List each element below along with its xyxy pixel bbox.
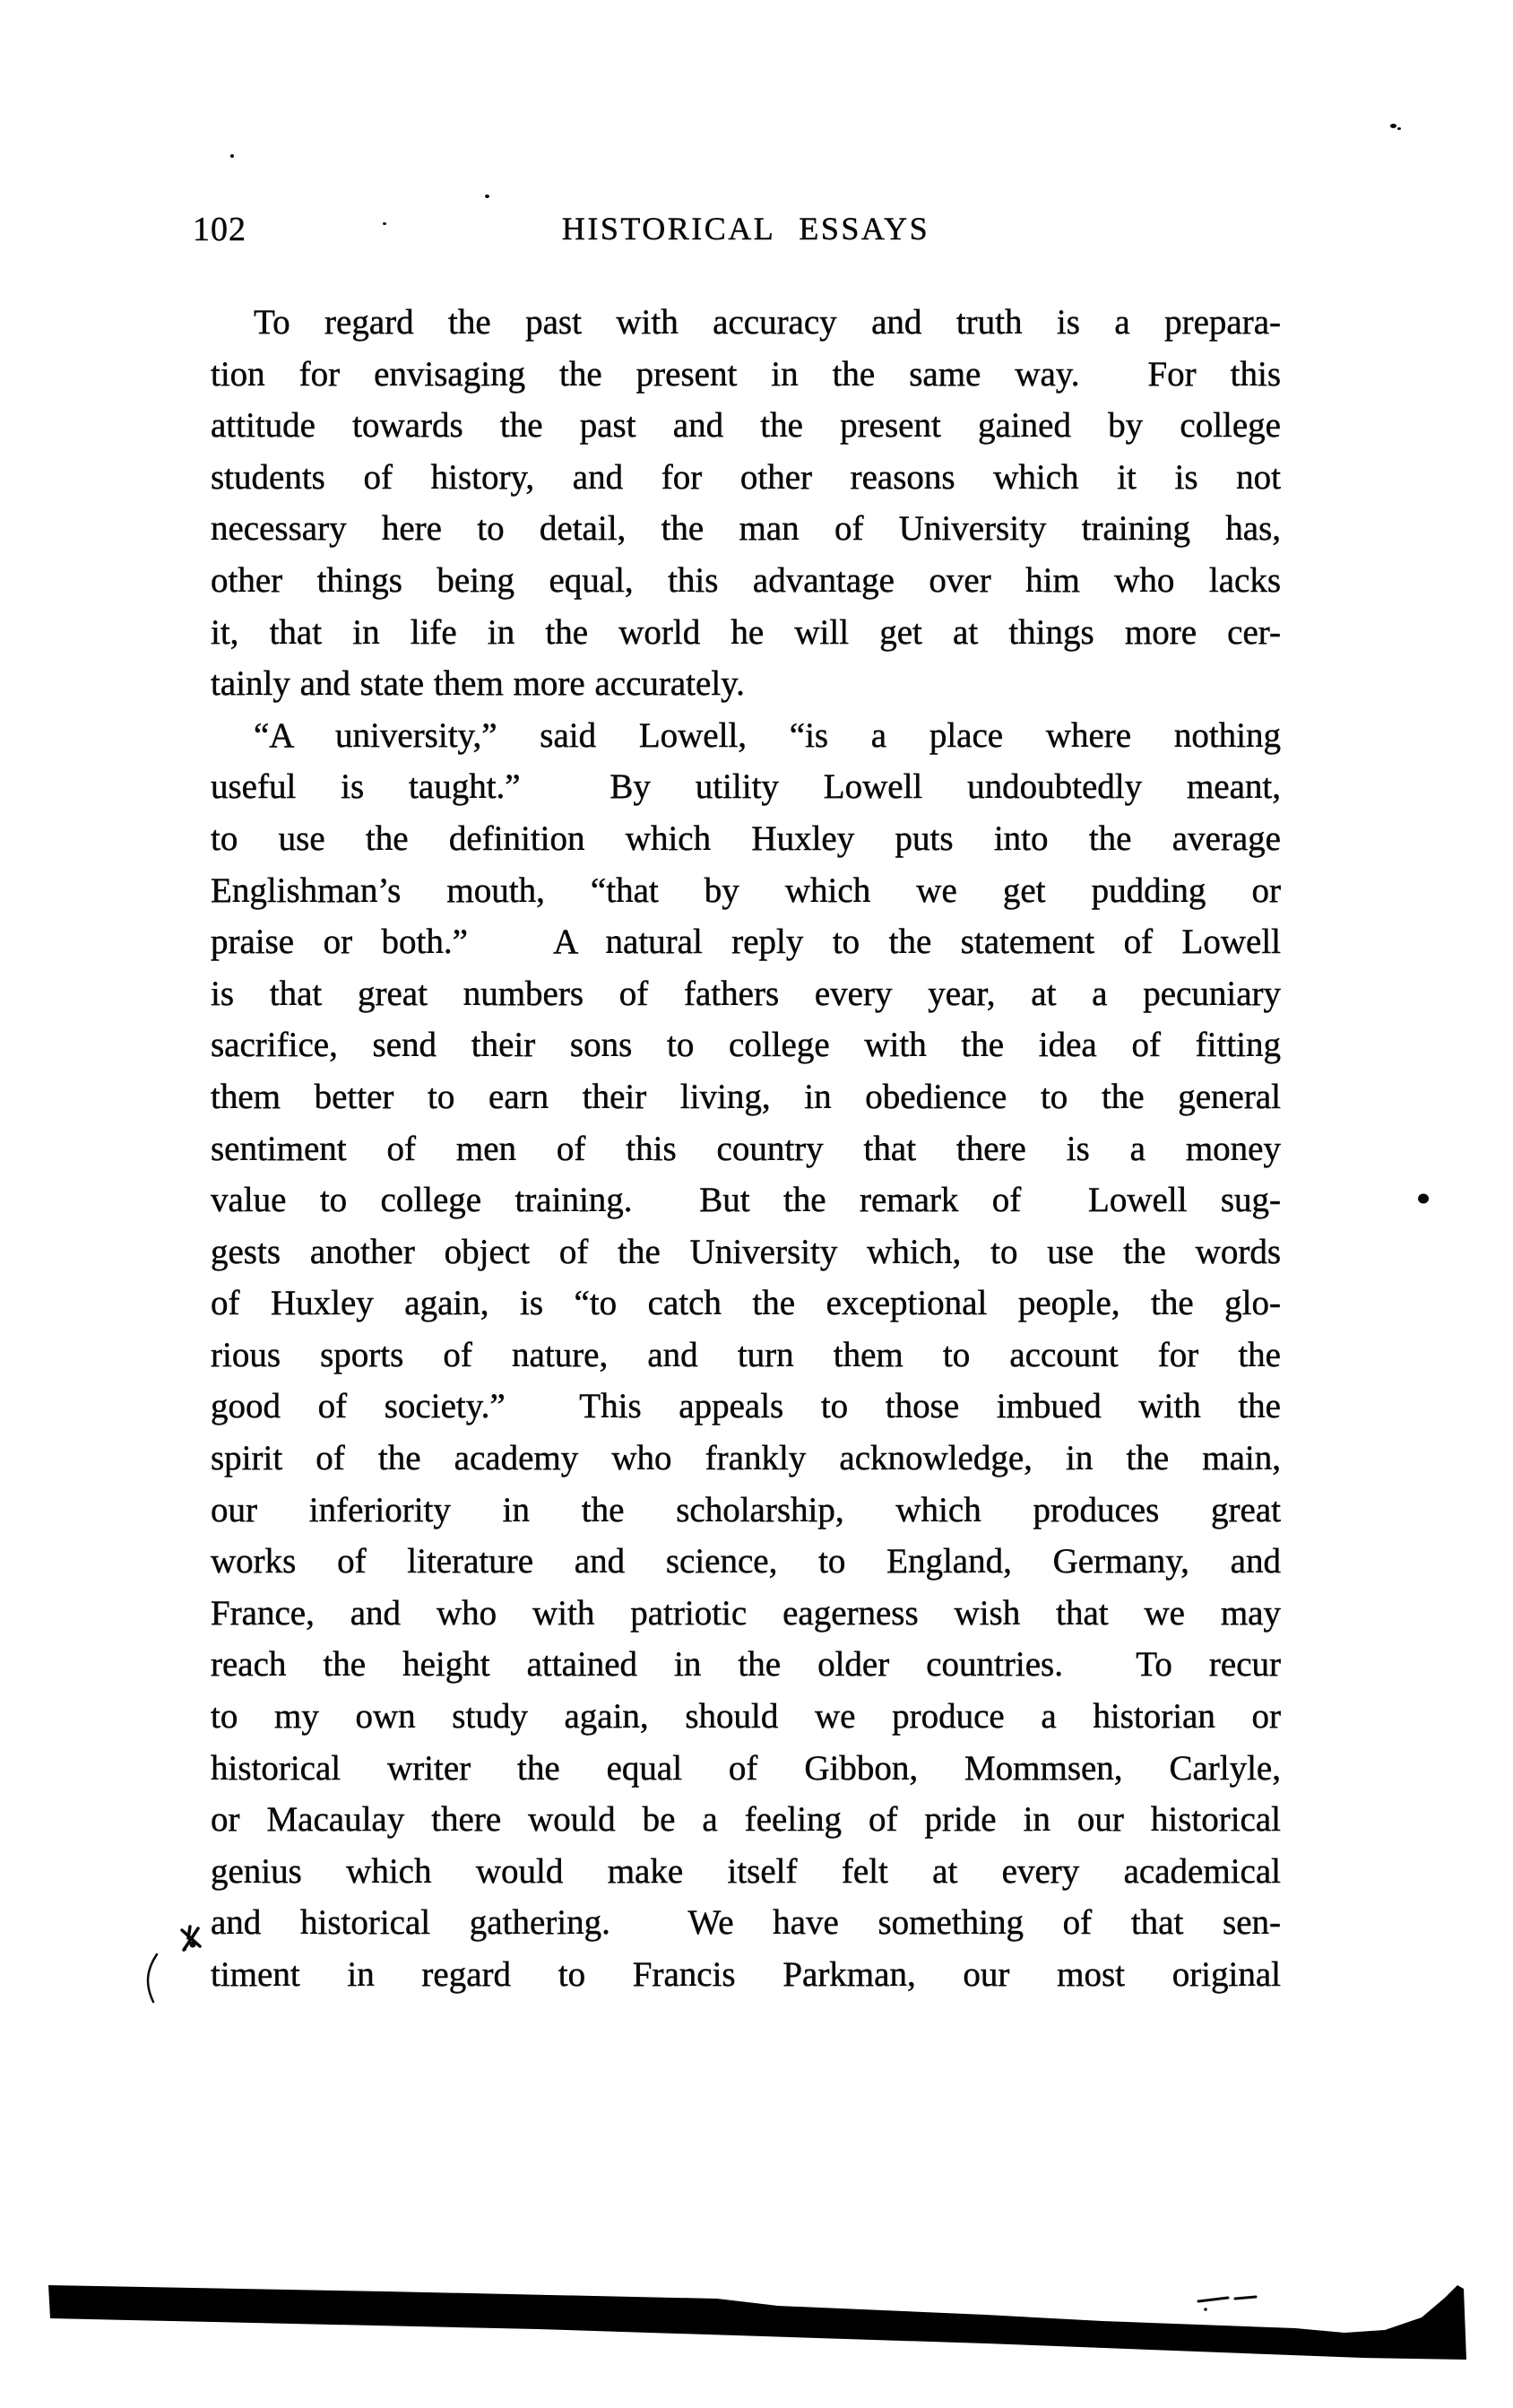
text-line: to use the definition which Huxley puts into the average	[211, 819, 1281, 858]
text-line: sacrifice, send their sons to college with the idea of fitting	[211, 1026, 1281, 1065]
text-line: Englishman’s mouth, “that by which we get pudding or	[211, 871, 1281, 910]
text-line: other things being equal, this advantage over him who lacks	[211, 560, 1281, 600]
text-line: is that great numbers of fathers every year, at a pecuniary	[211, 974, 1281, 1013]
text-line: To regard the past with accuracy and truth is a prepara-	[254, 303, 1281, 342]
text-line: it, that in life in the world he will get at things more cer-	[211, 612, 1281, 652]
text-line: spirit of the academy who frankly acknowledge, in the main,	[211, 1439, 1281, 1478]
text-line: necessary here to detail, the man of University training has,	[211, 509, 1281, 549]
text-line: attitude towards the past and the present gained by college	[211, 406, 1281, 446]
page-number: 102	[193, 211, 246, 248]
ink-speck	[1397, 127, 1401, 130]
text-line: historical writer the equal of Gibbon, Mommsen, Carlyle,	[211, 1748, 1281, 1788]
dash-marks	[1198, 2297, 1256, 2311]
ink-speck	[1390, 124, 1396, 128]
text-line: sentiment of men of this country that there is a money	[211, 1129, 1281, 1168]
body-text	[211, 297, 1281, 2001]
text-line: genius which would make itself felt at every academical	[211, 1851, 1281, 1891]
text-line: good of society.” This appeals to those imbued with the	[211, 1387, 1281, 1426]
text-line: reach the height attained in the older countries. To recur	[211, 1645, 1281, 1685]
text-line: useful is taught.” By utility Lowell undoubtedly meant,	[211, 767, 1281, 807]
text-line: rious sports of nature, and turn them to account for the	[211, 1335, 1281, 1374]
handwritten-asterisk-mark	[182, 1927, 200, 1951]
text-line: of Huxley again, is “to catch the exceptional people, the glo-	[211, 1284, 1281, 1323]
running-title: HISTORICAL ESSAYS	[561, 211, 930, 247]
text-line: and historical gathering. We have something of that sen-	[211, 1903, 1281, 1943]
text-line: value to college training. But the remark of Lowell sug-	[211, 1181, 1281, 1220]
text-line: them better to earn their living, in obedience to the general	[211, 1077, 1281, 1116]
text-line: or Macaulay there would be a feeling of pride in our historical	[211, 1800, 1281, 1840]
text-line: praise or both.” A natural reply to the statement of Lowell	[211, 922, 1281, 962]
ink-speck	[230, 154, 234, 158]
text-line: to my own study again, should we produce a historian or	[211, 1697, 1281, 1737]
text-line: tainly and state them more accurately.	[211, 664, 745, 704]
scan-artifact-bar	[48, 2285, 1466, 2360]
text-line: tion for envisaging the present in the same way. For this	[211, 354, 1281, 394]
text-line: “A university,” said Lowell, “is a place where nothing	[254, 715, 1281, 755]
text-line: gests another object of the University which, to use the words	[211, 1232, 1281, 1271]
page-header	[193, 210, 1281, 249]
ink-speck	[485, 195, 489, 198]
ink-speck	[383, 222, 386, 225]
text-line: our inferiority in the scholarship, which produces great	[211, 1490, 1281, 1529]
text-line: France, and who with patriotic eagerness wish that we may	[211, 1593, 1281, 1633]
pen-stroke-mark	[148, 1954, 157, 2002]
text-line: students of history, and for other reasons which it is not	[211, 457, 1281, 497]
text-line: timent in regard to Francis Parkman, our most original	[211, 1955, 1281, 1994]
ink-dot	[1418, 1194, 1429, 1204]
text-line: works of literature and science, to England, Germany, and	[211, 1542, 1281, 1581]
